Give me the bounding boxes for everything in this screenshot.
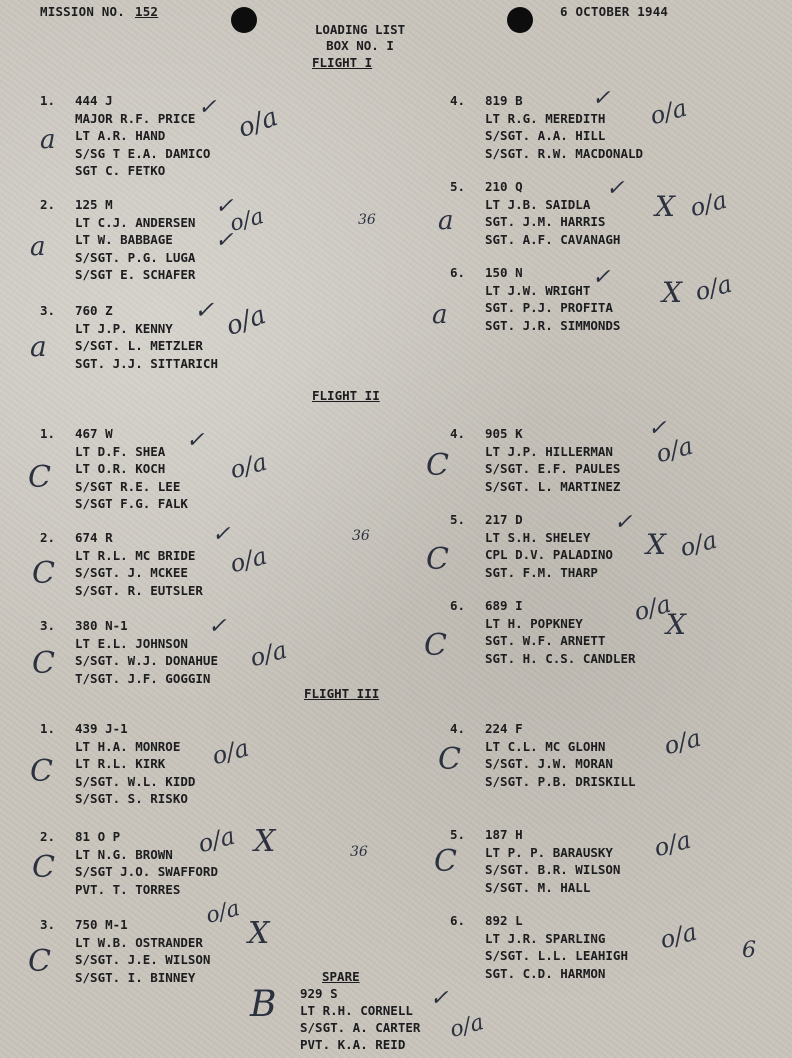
crew-line: S/SGT. J.E. WILSON — [75, 952, 211, 967]
pencil-owa-mark: o/a — [247, 635, 290, 673]
crew-line: PVT. T. TORRES — [75, 881, 181, 897]
entry-number: 5. — [450, 827, 466, 842]
entry-number: 5. — [450, 512, 466, 527]
pencil-x-mark: X — [662, 276, 682, 309]
mission-label: MISSION NO. — [40, 4, 125, 19]
pencil-x-mark: X — [666, 608, 686, 641]
flight-2-heading: FLIGHT II — [312, 388, 380, 403]
pencil-check-mark: ✓ — [614, 510, 633, 535]
pencil-6-mark: 6 — [742, 938, 756, 963]
flight-3-heading: FLIGHT III — [304, 686, 380, 701]
pencil-owa-mark: o/a — [203, 896, 243, 929]
aircraft-line: 187 H — [485, 827, 523, 842]
aircraft-line: 760 Z — [75, 303, 113, 318]
crew-line: S/SGT. W.L. KIDD — [75, 773, 196, 789]
pencil-check-mark: ✓ — [592, 265, 611, 290]
entry-number: 2. — [40, 530, 56, 545]
pencil-check-mark: ✓ — [194, 296, 215, 324]
entry-number: 3. — [40, 303, 56, 318]
pencil-c-mark: C — [438, 742, 461, 777]
crew-line: S/SGT. R. EUTSLER — [75, 582, 203, 598]
pencil-c-mark: C — [32, 850, 55, 885]
pencil-36-mark: 36 — [358, 212, 376, 228]
crew-line: LT C.J. ANDERSEN — [75, 214, 196, 230]
pencil-check-mark: ✓ — [198, 95, 217, 120]
spare-heading: SPARE — [322, 969, 360, 984]
crew-line: CPL D.V. PALADINO — [485, 547, 613, 562]
pencil-a-mark: a — [30, 232, 46, 262]
crew-line: LT J.P. KENNY — [75, 320, 173, 336]
crew-line: S/SGT. S. RISKO — [75, 791, 188, 806]
pencil-owa-mark: o/a — [227, 447, 270, 485]
pencil-check-mark: ✓ — [186, 428, 205, 453]
pencil-36-mark: 36 — [352, 528, 370, 544]
pencil-b-mark: B — [250, 984, 277, 1025]
crew-line: LT J.R. SPARLING — [485, 930, 606, 946]
entry-number: 6. — [450, 598, 466, 613]
pencil-owa-mark: o/a — [209, 733, 252, 771]
crew-line: SGT. W.F. ARNETT — [485, 633, 606, 648]
pencil-c-mark: C — [426, 542, 449, 577]
crew-line: LT P. P. BARAUSKY — [485, 844, 613, 860]
crew-line: S/SGT R.E. LEE — [75, 478, 181, 494]
crew-line: SGT. J.R. SIMMONDS — [485, 317, 621, 333]
crew-line: LT N.G. BROWN — [75, 846, 173, 862]
pencil-c-mark: C — [28, 460, 51, 495]
pencil-owa-mark: o/a — [653, 431, 696, 469]
entry-number: 1. — [40, 93, 56, 108]
crew-line: LT W.B. OSTRANDER — [75, 934, 203, 950]
entry-number: 6. — [450, 913, 466, 928]
pencil-a-mark: a — [432, 300, 448, 330]
pencil-c-mark: C — [426, 448, 449, 483]
crew-line: S/SGT F.G. FALK — [75, 496, 188, 511]
crew-line: LT J.B. SAIDLA — [485, 196, 591, 212]
entry-number: 4. — [450, 93, 466, 108]
crew-line: LT J.W. WRIGHT — [485, 282, 591, 298]
spare-entry — [300, 968, 500, 1053]
crew-line: LT C.L. MC GLOHN — [485, 738, 606, 754]
entry-number: 3. — [40, 618, 56, 633]
crew-line: SGT. J.M. HARRIS — [485, 214, 606, 229]
title-loading-list: LOADING LIST — [314, 22, 406, 37]
entry-number: 4. — [450, 426, 466, 441]
aircraft-line: 125 M — [75, 197, 113, 212]
pencil-owa-mark: o/a — [657, 917, 700, 955]
aircraft-line: 380 N-1 — [75, 618, 128, 633]
punch-hole-left — [231, 7, 257, 33]
crew-line: LT H.A. MONROE — [75, 738, 181, 754]
crew-line: PVT. K.A. REID — [300, 1037, 406, 1052]
crew-line: S/SGT. M. HALL — [485, 879, 591, 895]
pencil-owa-mark: o/a — [687, 185, 730, 223]
document-title — [260, 22, 460, 54]
crew-line: SGT. J.J. SITTARICH — [75, 355, 218, 371]
entry-number: 1. — [40, 721, 56, 736]
pencil-check-mark: ✓ — [208, 614, 227, 639]
crew-line: LT A.R. HAND — [75, 128, 166, 143]
pencil-x-mark: X — [254, 824, 276, 859]
flight-1-heading: FLIGHT I — [312, 55, 373, 70]
crew-line: SGT. C.D. HARMON — [485, 965, 606, 981]
pencil-owa-mark: o/a — [195, 821, 238, 859]
aircraft-line: 689 I — [485, 598, 523, 613]
title-box-no: BOX NO. I — [326, 38, 394, 53]
crew-line: S/SGT. L.L. LEAHIGH — [485, 948, 628, 963]
crew-line: LT D.F. SHEA — [75, 443, 166, 459]
entry-number: 3. — [40, 917, 56, 932]
crew-line: LT S.H. SHELEY — [485, 529, 591, 545]
pencil-owa-mark: o/a — [227, 541, 270, 579]
pencil-owa-mark: o/a — [631, 589, 674, 627]
pencil-c-mark: C — [28, 944, 51, 979]
pencil-a-mark: a — [30, 330, 47, 363]
crew-line: S/SGT. L. METZLER — [75, 338, 203, 353]
pencil-owa-mark: o/a — [677, 525, 720, 563]
crew-line: SGT. H. C.S. CANDLER — [485, 650, 636, 666]
crew-line: LT O.R. KOCH — [75, 461, 166, 476]
crew-line: S/SGT. A. CARTER — [300, 1020, 421, 1035]
pencil-check-mark: ✓ — [592, 86, 611, 111]
crew-line: SGT. P.J. PROFITA — [485, 300, 613, 315]
crew-line: S/SGT. P.B. DRISKILL — [485, 773, 636, 789]
entry-number: 2. — [40, 829, 56, 844]
pencil-check-mark: ✓ — [606, 176, 625, 201]
pencil-a-mark: a — [438, 206, 454, 236]
crew-line: S/SGT J.O. SWAFFORD — [75, 864, 218, 879]
pencil-c-mark: C — [32, 556, 55, 591]
pencil-owa-mark: o/a — [234, 102, 282, 144]
pencil-a-mark: a — [40, 125, 56, 155]
pencil-owa-mark: o/a — [647, 93, 690, 131]
crew-line: LT J.P. HILLERMAN — [485, 443, 613, 459]
crew-line: S/SGT. A.A. HILL — [485, 128, 606, 143]
crew-line: S/SGT. R.W. MACDONALD — [485, 145, 644, 161]
pencil-owa-mark: o/a — [447, 1010, 487, 1043]
pencil-x-mark: X — [646, 528, 666, 561]
aircraft-line: 439 J-1 — [75, 721, 128, 736]
aircraft-line: 905 K — [485, 426, 523, 441]
pencil-c-mark: C — [434, 844, 457, 879]
crew-line: LT R.L. KIRK — [75, 756, 166, 771]
pencil-c-mark: C — [32, 646, 55, 681]
aircraft-line: 674 R — [75, 530, 113, 545]
aircraft-line: 892 L — [485, 913, 523, 928]
crew-line: T/SGT. J.F. GOGGIN — [75, 670, 211, 686]
crew-line: MAJOR R.F. PRICE — [75, 110, 196, 126]
pencil-check-mark: ✓ — [648, 416, 667, 441]
crew-line: S/SGT. W.J. DONAHUE — [75, 653, 218, 668]
crew-line: LT W. BABBAGE — [75, 232, 173, 247]
pencil-x-mark: X — [655, 190, 675, 223]
aircraft-line: 819 B — [485, 93, 523, 108]
aircraft-line: 210 Q — [485, 179, 523, 194]
pencil-c-mark: C — [30, 754, 53, 789]
crew-line: LT E.L. JOHNSON — [75, 635, 188, 651]
crew-line: LT R.H. CORNELL — [300, 1003, 413, 1018]
pencil-check-mark: ✓ — [215, 228, 234, 253]
pencil-x-mark: X — [248, 916, 270, 951]
crew-line: SGT. A.F. CAVANAGH — [485, 231, 621, 247]
pencil-check-mark: ✓ — [430, 986, 449, 1011]
crew-line: S/SGT. B.R. WILSON — [485, 862, 621, 877]
aircraft-line: 929 S — [300, 986, 338, 1001]
aircraft-line: 750 M-1 — [75, 917, 128, 932]
aircraft-line: 81 O P — [75, 829, 121, 844]
crew-line: S/SG T E.A. DAMICO — [75, 145, 211, 161]
aircraft-line: 224 F — [485, 721, 523, 736]
entry-number: 5. — [450, 179, 466, 194]
pencil-check-mark: ✓ — [215, 194, 234, 219]
pencil-c-mark: C — [424, 628, 447, 663]
pencil-owa-mark: o/a — [661, 723, 704, 761]
pencil-owa-mark: o/a — [651, 825, 694, 863]
crew-line: S/SGT. J.W. MORAN — [485, 756, 613, 771]
crew-line: S/SGT. L. MARTINEZ — [485, 478, 621, 494]
crew-line: LT R.G. MEREDITH — [485, 110, 606, 126]
date: 6 OCTOBER 1944 — [560, 4, 669, 19]
entry-number: 1. — [40, 426, 56, 441]
crew-line: S/SGT. E.F. PAULES — [485, 461, 621, 476]
crew-line: SGT. F.M. THARP — [485, 564, 598, 580]
crew-line: LT R.L. MC BRIDE — [75, 547, 196, 563]
entry-number: 6. — [450, 265, 466, 280]
entry-number: 4. — [450, 721, 466, 736]
mission-number: 152 — [134, 4, 159, 19]
aircraft-line: 444 J — [75, 93, 113, 108]
pencil-check-mark: ✓ — [212, 522, 231, 547]
aircraft-line: 467 W — [75, 426, 113, 441]
aircraft-line: 150 N — [485, 265, 523, 280]
pencil-owa-mark: o/a — [692, 269, 735, 307]
entry-number: 2. — [40, 197, 56, 212]
pencil-36-mark: 36 — [350, 844, 368, 860]
punch-hole-right — [507, 7, 533, 33]
crew-line: SGT C. FETKO — [75, 163, 166, 178]
aircraft-line: 217 D — [485, 512, 523, 527]
pencil-owa-mark: o/a — [222, 300, 270, 342]
crew-line: S/SGT. I. BINNEY — [75, 969, 196, 985]
mission-number-line — [40, 4, 158, 19]
crew-line: S/SGT. P.G. LUGA — [75, 249, 196, 265]
crew-line: LT H. POPKNEY — [485, 615, 583, 631]
pencil-owa-mark: o/a — [227, 204, 267, 237]
crew-line: S/SGT E. SCHAFER — [75, 267, 196, 282]
crew-line: S/SGT. J. MCKEE — [75, 565, 188, 580]
